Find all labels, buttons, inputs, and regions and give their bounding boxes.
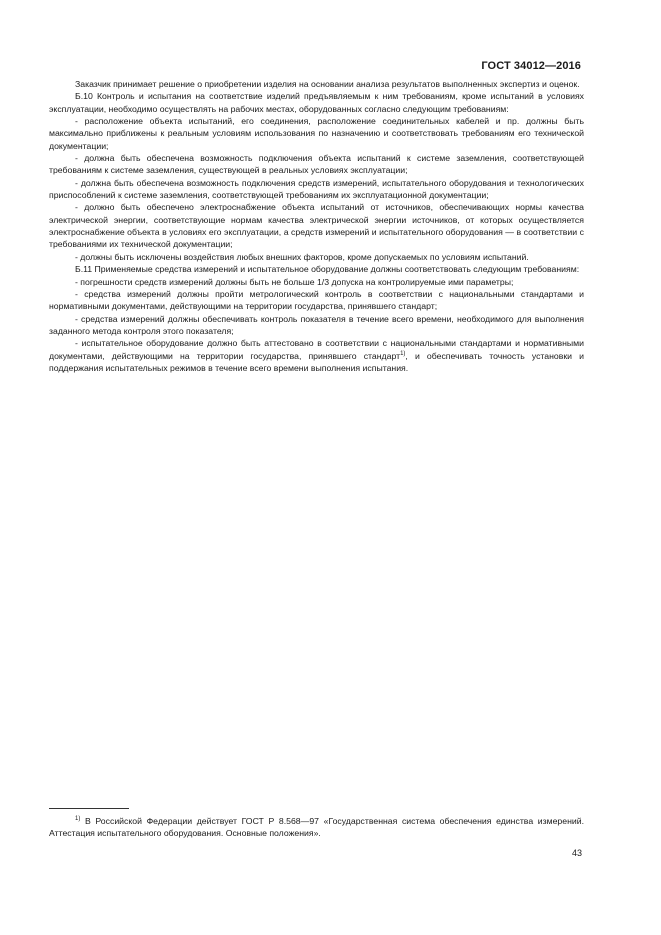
document-code-header: ГОСТ 34012—2016 — [481, 60, 581, 72]
page-number: 43 — [571, 848, 582, 858]
list-item-continuous-control: - средства измерений должны обеспечивать контроль показателя в течение всего времени, необходимого для выполнения заданного метода контроля этого показателя; — [49, 313, 584, 336]
footnote-reference[interactable]: 1) — [400, 350, 406, 357]
list-item-grounding-instruments: - должна быть обеспечена возможность подключения средств измерений, испытательного оборудования и технологических приспособлений к системе заземления, соответствующей требованиям их эксплуатационной документации; — [49, 177, 584, 201]
paragraph-b11-intro: Б.11 Применяемые средства измерений и испытательное оборудование должны соответствовать следующим требованиям: — [75, 264, 580, 275]
list-item-equipment-certification — [49, 337, 584, 374]
footnote — [49, 815, 584, 840]
list-item-grounding-object: - должна быть обеспечена возможность подключения объекта испытаний к системе заземления, соответствующей требованиям к системе заземления, существующей в реальных условиях эксплуатации; — [49, 153, 584, 176]
paragraph-b10-intro: Б.10 Контроль и испытания на соответствие изделий предъявляемым к ним требованиям, кроме испытаний в условиях эксплуатации, необходимо осуществлять на рабочих местах, оборудованных согласно следующим требованиям: — [49, 91, 584, 114]
footnote-mark: 1) — [75, 816, 81, 823]
footnote-text — [49, 815, 584, 840]
certification-text-end: , и обеспечивать точность установки и поддержания испытательных режимов в течение всего времени выполнения испытания. — [49, 350, 584, 373]
list-item-placement: - расположение объекта испытаний, его соединения, расположение соединительных кабелей и пр. должны быть максимально приближены к реальным условиям использования по назначению и соответствовать требованиям его технической документации; — [49, 116, 584, 151]
list-item-metrology-control: - средства измерений должны пройти метрологический контроль в соответствии с национальными стандартами и нормативными документами, действующими на территории государства, принявшего стандарт; — [49, 288, 584, 312]
certification-text-start: - испытательное оборудование должно быть аттестовано в соответствии с национальными стандартами и нормативными документами, действующими на территории государства, принявшего стандарт — [49, 338, 584, 361]
list-item-power-supply: - должно быть обеспечено электроснабжение объекта испытаний от источников, обеспечивающих нормы качества электрической энергии, соответствующие нормам качества электрической энергии источников, от которых осуществляется электроснабжение объекта в условиях его эксплуатации, а средств измерений и испытательного оборудования — в соответствии с требованиями их технической документации; — [49, 202, 584, 250]
paragraph-decision: Заказчик принимает решение о приобретении изделия на основании анализа результатов выполненных экспертиз и оценок. — [75, 79, 580, 89]
footnote-divider — [49, 808, 129, 809]
list-item-external-factors: - должны быть исключены воздействия любых внешних факторов, кроме допускаемых по условиям испытаний. — [75, 251, 529, 262]
main-text — [49, 78, 584, 374]
footnote-body: В Российской Федерации действует ГОСТ Р 8.568—97 «Государственная система обеспечения единства измерений. Аттестация испытательного оборудования. Основные положения». — [49, 816, 584, 839]
list-item-accuracy: - погрешности средств измерений должны быть не больше 1/3 допуска на контролируемые ими параметры; — [75, 276, 514, 287]
